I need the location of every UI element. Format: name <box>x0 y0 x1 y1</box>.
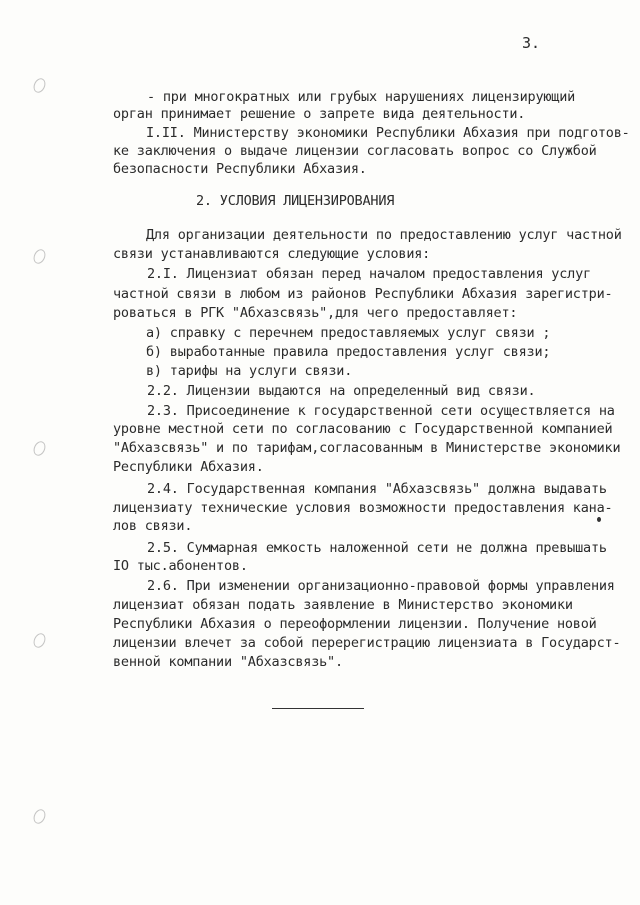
text-line: а) справку с перечнем предоставляемых услуг связи ; <box>146 325 551 341</box>
text-line: лицензии влечет за собой перерегистрацию лицензиата в Государст- <box>113 635 621 651</box>
text-line: 2.2. Лицензии выдаются на определенный вид связи. <box>147 383 536 399</box>
text-line: в) тарифы на услуги связи. <box>146 363 353 379</box>
punch-hole-mark <box>31 76 47 94</box>
text-line: 2.3. Присоединение к государственной сети осуществляется на <box>147 403 615 419</box>
text-line: Республики Абхазия. <box>113 459 264 475</box>
text-line: лицензиат обязан подать заявление в Министерство экономики <box>113 597 573 613</box>
text-line: 2.5. Суммарная емкость наложенной сети не должна превышать <box>147 540 607 556</box>
text-line: орган принимает решение о запрете вида деятельности. <box>113 106 526 122</box>
text-line: безопасности Республики Абхазия. <box>113 161 367 177</box>
end-divider-line <box>272 708 364 709</box>
text-line: ке заключения о выдаче лицензии согласовать вопрос со Службой <box>113 143 597 159</box>
text-line: 2.6. При изменении организационно-правовой формы управления <box>147 578 615 594</box>
text-line: уровне местной сети по согласованию с Государственной компанией <box>113 421 613 437</box>
text-line: 2.I. Лицензиат обязан перед началом предоставления услуг <box>147 266 591 282</box>
punch-hole-mark <box>31 807 47 825</box>
punch-hole-mark <box>31 631 47 649</box>
text-line: I.II. Министерству экономики Республики Абхазия при подготов- <box>146 125 630 141</box>
text-line: лов связи. <box>113 518 193 534</box>
text-line: роваться в РГК "Абхазсвязь",для чего предоставляет: <box>113 305 518 321</box>
ink-dot <box>597 517 601 522</box>
text-line: - при многократных или грубых нарушениях лицензирующий <box>147 89 576 105</box>
page-number: 3. <box>522 34 541 52</box>
punch-hole-mark <box>31 247 47 265</box>
text-line: венной компании "Абхазсвязь". <box>113 654 343 670</box>
punch-hole-mark <box>31 439 47 457</box>
text-line: Республики Абхазия о переоформлении лицензии. Получение новой <box>113 616 597 632</box>
text-line: лицензиату технические условия возможности предоставления кана- <box>113 500 613 516</box>
text-line: б) выработанные правила предоставления услуг связи; <box>146 344 551 360</box>
text-line: "Абхазсвязь" и по тарифам,согласованным в Министерстве экономики <box>113 440 621 456</box>
text-line: IO тыс.абонентов. <box>113 558 248 574</box>
text-line: частной связи в любом из районов Республики Абхазия зарегистри- <box>113 286 613 302</box>
section-heading: 2. УСЛОВИЯ ЛИЦЕНЗИРОВАНИЯ <box>196 193 395 209</box>
text-line: 2.4. Государственная компания "Абхазсвязь" должна выдавать <box>147 481 607 497</box>
text-line: Для организации деятельности по предоставлению услуг частной <box>146 227 622 243</box>
text-line: связи устанавливаются следующие условия: <box>113 246 431 262</box>
